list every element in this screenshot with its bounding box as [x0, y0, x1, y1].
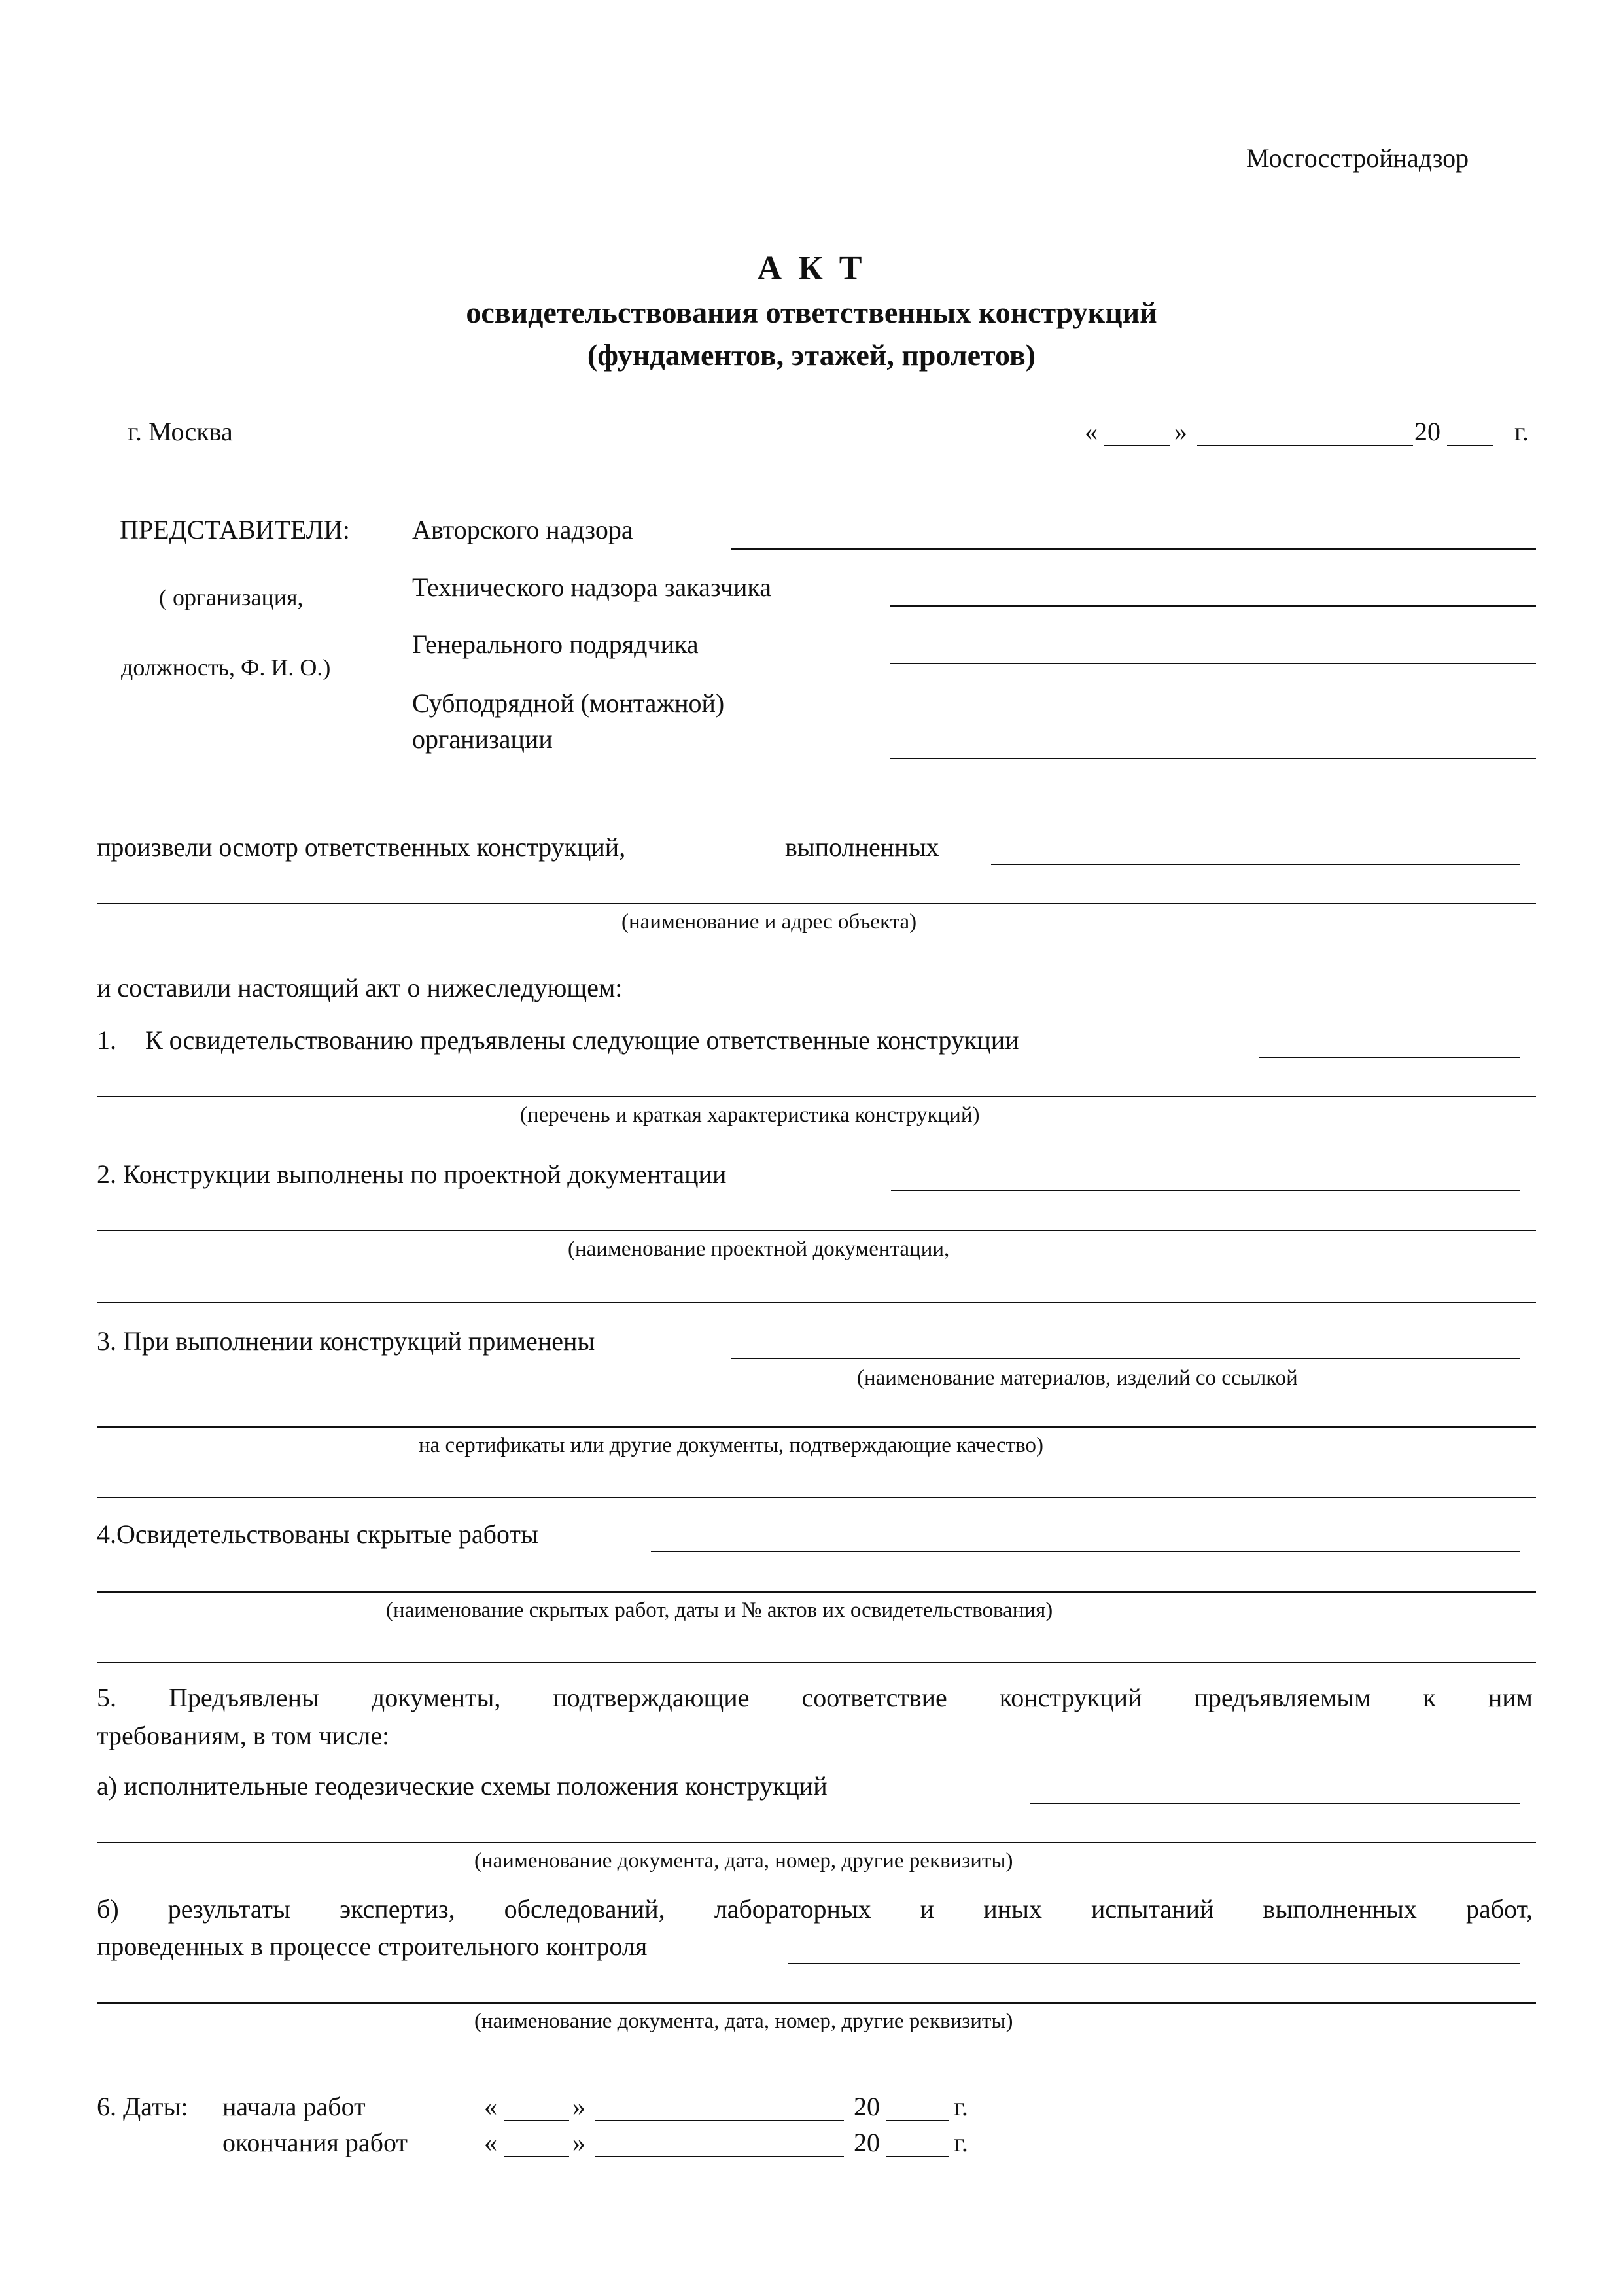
item-1-field-2[interactable] — [97, 1096, 1536, 1097]
document-subtitle: освидетельствования ответственных конструкций — [466, 296, 1157, 329]
item-3-text: 3. При выполнении конструкций применены — [97, 1326, 595, 1356]
rep-general-contractor-field[interactable] — [890, 663, 1536, 664]
date-open-quote: « — [1085, 417, 1098, 446]
item-1-number: 1. — [97, 1025, 116, 1055]
object-field[interactable] — [991, 864, 1520, 865]
inspection-text: произвели осмотр ответственных конструкций, — [97, 832, 626, 862]
item-4-field[interactable] — [651, 1551, 1520, 1552]
item-6-label: 6. Даты: — [97, 2092, 188, 2121]
item-5b-text: б) результаты экспертиз, обследований, лабораторных и иных испытаний выполненных работ, — [97, 1894, 1533, 1924]
representatives-label: ПРЕДСТАВИТЕЛИ: — [120, 515, 350, 544]
end-day-field[interactable] — [504, 2156, 569, 2157]
item-5b-field-2[interactable] — [97, 2002, 1536, 2004]
start-month-field[interactable] — [595, 2120, 844, 2121]
start-day-field[interactable] — [504, 2120, 569, 2121]
rep-customer-supervision-field[interactable] — [890, 605, 1536, 607]
document-title: А К Т — [757, 250, 866, 287]
item-2-text: 2. Конструкции выполнены по проектной документации — [97, 1159, 727, 1189]
item-5-text: 5. Предъявлены документы, подтверждающие соответствие конструкций предъявляемым к ним — [97, 1683, 1533, 1712]
end-month-field[interactable] — [595, 2156, 844, 2157]
item-4-field-3[interactable] — [97, 1662, 1536, 1663]
item-2-field-2[interactable] — [97, 1230, 1536, 1231]
end-year-suffix: г. — [954, 2128, 968, 2157]
item-2-field-3[interactable] — [97, 1302, 1536, 1303]
start-label: начала работ — [222, 2092, 366, 2121]
item-3-field-3[interactable] — [97, 1497, 1536, 1498]
rep-subcontractor-field[interactable] — [890, 758, 1536, 759]
start-year-field[interactable] — [886, 2120, 949, 2121]
representatives-note-2: должность, Ф. И. О.) — [121, 654, 331, 680]
item-2-field[interactable] — [891, 1190, 1520, 1191]
rep-author-supervision: Авторского надзора — [412, 515, 633, 544]
item-5a-caption: (наименование документа, дата, номер, другие реквизиты) — [474, 1849, 1013, 1873]
end-year-field[interactable] — [886, 2156, 949, 2157]
inspection-performed: выполненных — [785, 832, 939, 862]
rep-customer-supervision: Технического надзора заказчика — [412, 573, 771, 602]
item-2-caption: (наименование проектной документации, — [568, 1237, 950, 1261]
item-5-text-2: требованиям, в том числе: — [97, 1721, 390, 1750]
item-5a-field-2[interactable] — [97, 1842, 1536, 1843]
item-1-caption: (перечень и краткая характеристика конструкций) — [520, 1103, 980, 1127]
item-5a-field[interactable] — [1030, 1803, 1520, 1804]
end-close-quote: » — [572, 2128, 585, 2157]
start-year-suffix: г. — [954, 2092, 968, 2121]
date-year-suffix: г. — [1514, 417, 1529, 446]
item-5b-text-2: проведенных в процессе строительного контроля — [97, 1932, 648, 1961]
rep-author-supervision-field[interactable] — [731, 548, 1536, 550]
rep-subcontractor: Субподрядной (монтажной) — [412, 688, 725, 718]
item-5a-text: а) исполнительные геодезические схемы положения конструкций — [97, 1771, 828, 1801]
start-close-quote: » — [572, 2092, 585, 2121]
item-1-field[interactable] — [1259, 1057, 1520, 1058]
city: г. Москва — [128, 417, 233, 446]
start-year-prefix: 20 — [854, 2092, 880, 2121]
representatives-note-1: ( организация, — [159, 584, 304, 610]
item-4-field-2[interactable] — [97, 1591, 1536, 1593]
item-5b-field[interactable] — [788, 1963, 1520, 1964]
end-year-prefix: 20 — [854, 2128, 880, 2157]
date-day-field[interactable] — [1104, 445, 1170, 446]
object-field-2[interactable] — [97, 903, 1536, 904]
end-label: окончания работ — [222, 2128, 408, 2157]
item-3-field-2[interactable] — [97, 1426, 1536, 1428]
item-4-text: 4.Освидетельствованы скрытые работы — [97, 1519, 538, 1549]
item-5b-caption: (наименование документа, дата, номер, другие реквизиты) — [474, 2009, 1013, 2033]
rep-general-contractor: Генерального подрядчика — [412, 629, 699, 659]
date-year-prefix: 20 — [1414, 417, 1440, 446]
date-year-field[interactable] — [1447, 445, 1493, 446]
date-month-field[interactable] — [1197, 445, 1413, 446]
rep-subcontractor-2: организации — [412, 724, 553, 754]
intro-text: и составили настоящий акт о нижеследующем: — [97, 973, 623, 1002]
item-3-field[interactable] — [731, 1358, 1520, 1359]
end-open-quote: « — [484, 2128, 497, 2157]
object-caption: (наименование и адрес объекта) — [621, 910, 917, 934]
authority-name: Мосгосстройнадзор — [1246, 143, 1469, 173]
item-4-caption: (наименование скрытых работ, даты и № актов их освидетельствования) — [386, 1598, 1053, 1622]
date-close-quote: » — [1174, 417, 1187, 446]
item-3-caption-1: (наименование материалов, изделий со ссылкой — [857, 1366, 1298, 1390]
start-open-quote: « — [484, 2092, 497, 2121]
item-3-caption-2: на сертификаты или другие документы, подтверждающие качество) — [419, 1434, 1043, 1457]
document-subtitle-2: (фундаментов, этажей, пролетов) — [587, 338, 1036, 372]
item-1-text: К освидетельствованию предъявлены следующие ответственные конструкции — [145, 1025, 1019, 1055]
